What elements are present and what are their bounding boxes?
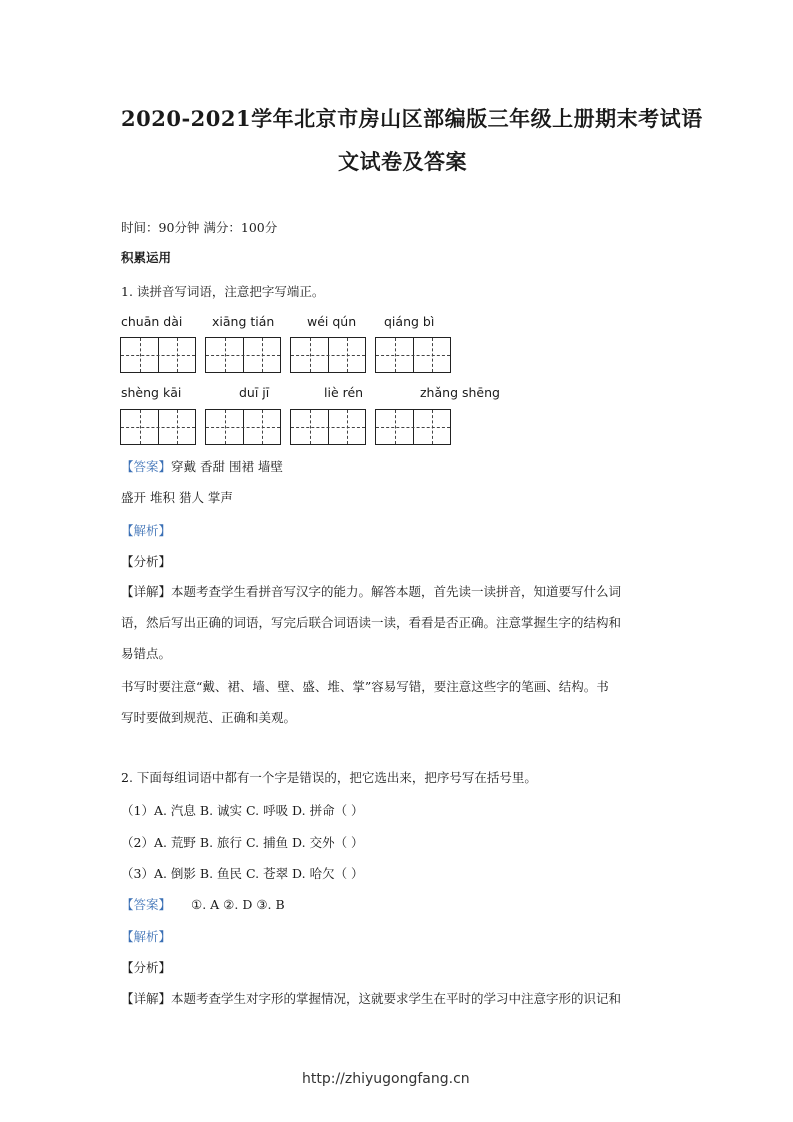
answer-tag: 【答案】 (121, 459, 172, 474)
pinyin: qiáng bì (384, 314, 435, 329)
pinyin: chuān dài (121, 314, 183, 329)
writing-grid (290, 409, 366, 445)
writing-grid (120, 337, 196, 373)
pinyin: wéi qún (307, 314, 357, 329)
exam-meta: 时间：90分钟 满分：100分 (121, 220, 278, 235)
detail-line (121, 582, 621, 600)
answer-line-2: 盛开 堆积 猎人 掌声 (121, 490, 233, 505)
question-2-prompt: 2. 下面每组词语中都有一个字是错误的，把它选出来，把序号写在括号里。 (121, 770, 537, 785)
detail-line: 写时要做到规范、正确和美观。 (121, 710, 297, 725)
question-1-prompt: 1. 读拼音写词语，注意把字写端正。 (121, 284, 325, 299)
page-title-line2: 文试卷及答案 (338, 149, 467, 174)
detail-line: 易错点。 (121, 646, 172, 661)
question-2-item: （2）A. 荒野 B. 旅行 C. 捕鱼 D. 交外（ ） (121, 835, 364, 850)
writing-grid (375, 409, 451, 445)
jiexi-tag: 【解析】 (121, 523, 172, 538)
detail-line: 语，然后写出正确的词语，写完后联合词语读一读，看看是否正确。注意掌握生字的结构和 (121, 615, 622, 630)
answer-tag: 【答案】 (121, 897, 172, 912)
detail-tag: 【详解】 (121, 584, 172, 599)
detail-text: 本题考查学生看拼音写汉字的能力。解答本题，首先读一读拼音，知道要写什么词 (171, 584, 622, 599)
writing-grid (375, 337, 451, 373)
writing-grid (120, 409, 196, 445)
footer-url[interactable]: http://zhiyugongfang.cn (302, 1071, 470, 1087)
pinyin: shèng kāi (121, 385, 182, 400)
detail-tag: 【详解】 (121, 991, 172, 1006)
pinyin: zhǎng shēng (420, 385, 500, 400)
pinyin: duī jī (239, 385, 270, 400)
writing-grid (205, 337, 281, 373)
answer-text: 穿戴 香甜 围裙 墙壁 (171, 459, 283, 474)
writing-grid (205, 409, 281, 445)
fenxi-tag: 【分析】 (121, 960, 172, 975)
answer-line (121, 457, 283, 475)
jiexi-tag: 【解析】 (121, 929, 172, 944)
page-title-line1: 2020-2021学年北京市房山区部编版三年级上册期末考试语 (121, 106, 703, 131)
answer-line (121, 895, 285, 913)
answer-text: ①. A ②. D ③. B (191, 897, 285, 912)
detail-line (121, 989, 621, 1007)
question-2-item: （3）A. 倒影 B. 鱼民 C. 苍翠 D. 哈欠（ ） (121, 866, 364, 881)
section-heading: 积累运用 (121, 250, 172, 265)
pinyin: xiāng tián (212, 314, 275, 329)
question-2-item: （1）A. 汽息 B. 诚实 C. 呼吸 D. 拼命（ ） (121, 803, 364, 818)
writing-grid (290, 337, 366, 373)
detail-line: 书写时要注意“戴、裙、墙、壁、盛、堆、掌”容易写错，要注意这些字的笔画、结构。书 (121, 679, 609, 694)
fenxi-tag: 【分析】 (121, 554, 172, 569)
pinyin: liè rén (324, 385, 364, 400)
detail-text: 本题考查学生对字形的掌握情况，这就要求学生在平时的学习中注意字形的识记和 (171, 991, 622, 1006)
